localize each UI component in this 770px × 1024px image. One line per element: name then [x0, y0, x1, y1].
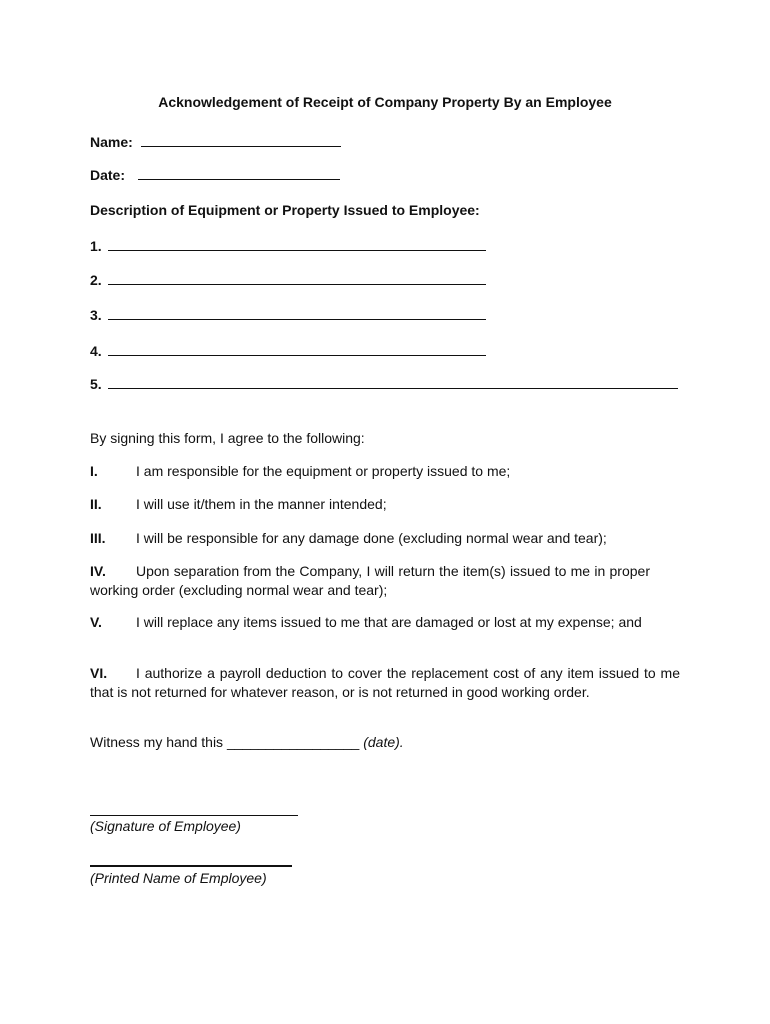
- item-blank-line[interactable]: [108, 271, 486, 285]
- clause-v: [90, 613, 665, 632]
- witness-line: [90, 734, 404, 751]
- clause-number: VI.: [90, 665, 108, 681]
- clause-number: III.: [90, 530, 106, 546]
- clause-ii: [90, 495, 680, 514]
- name-blank-line[interactable]: [141, 133, 341, 147]
- date-blank-line[interactable]: [138, 166, 340, 180]
- name-field: [90, 133, 341, 151]
- equipment-item: [90, 271, 486, 289]
- document-title: Acknowledgement of Receipt of Company Property By an Employee: [158, 94, 612, 110]
- clause-text: I will use it/them in the manner intended;: [136, 496, 387, 512]
- clause-number: II.: [90, 496, 102, 512]
- signature-line[interactable]: [90, 815, 298, 816]
- clause-number: I.: [90, 463, 98, 479]
- item-number: 5.: [90, 376, 102, 392]
- clause-text: I am responsible for the equipment or property issued to me;: [136, 463, 511, 479]
- clause-text: I will be responsible for any damage done (excluding normal wear and tear);: [136, 530, 607, 546]
- item-number: 1.: [90, 238, 102, 254]
- printed-name-line[interactable]: [90, 865, 292, 867]
- equipment-heading: Description of Equipment or Property Issued to Employee:: [90, 202, 480, 218]
- clause-number: V.: [90, 614, 102, 630]
- date-field: [90, 166, 340, 184]
- item-blank-line[interactable]: [108, 306, 486, 320]
- clause-text: I authorize a payroll deduction to cover the replacement cost of any item issued to me that is not returned for whatever reason, or is not returned in good working order.: [90, 665, 680, 700]
- item-number: 4.: [90, 343, 102, 359]
- equipment-item: [90, 342, 486, 360]
- date-label: Date:: [90, 167, 126, 183]
- item-blank-line[interactable]: [108, 237, 486, 251]
- witness-date-blank[interactable]: _________________: [226, 734, 360, 750]
- item-blank-line[interactable]: [108, 375, 678, 389]
- item-number: 2.: [90, 272, 102, 288]
- clause-i: [90, 462, 680, 481]
- equipment-item: [90, 306, 486, 324]
- witness-prefix: Witness my hand this: [90, 734, 224, 750]
- clause-vi: [90, 664, 680, 702]
- clause-text: I will replace any items issued to me that are damaged or lost at my expense; and: [136, 614, 642, 630]
- printed-name-caption: (Printed Name of Employee): [90, 870, 267, 886]
- signature-caption: (Signature of Employee): [90, 818, 241, 834]
- agreement-intro: By signing this form, I agree to the following:: [90, 430, 365, 446]
- name-label: Name:: [90, 134, 133, 150]
- witness-date-suffix: (date).: [363, 734, 404, 750]
- clause-text: Upon separation from the Company, I will return the item(s) issued to me in proper working order (excluding normal wear and tear);: [90, 563, 650, 598]
- clause-number: IV.: [90, 563, 106, 579]
- item-blank-line[interactable]: [108, 342, 486, 356]
- equipment-item: [90, 375, 678, 393]
- equipment-item: [90, 237, 486, 255]
- clause-iv: [90, 562, 650, 600]
- clause-iii: [90, 529, 680, 548]
- item-number: 3.: [90, 307, 102, 323]
